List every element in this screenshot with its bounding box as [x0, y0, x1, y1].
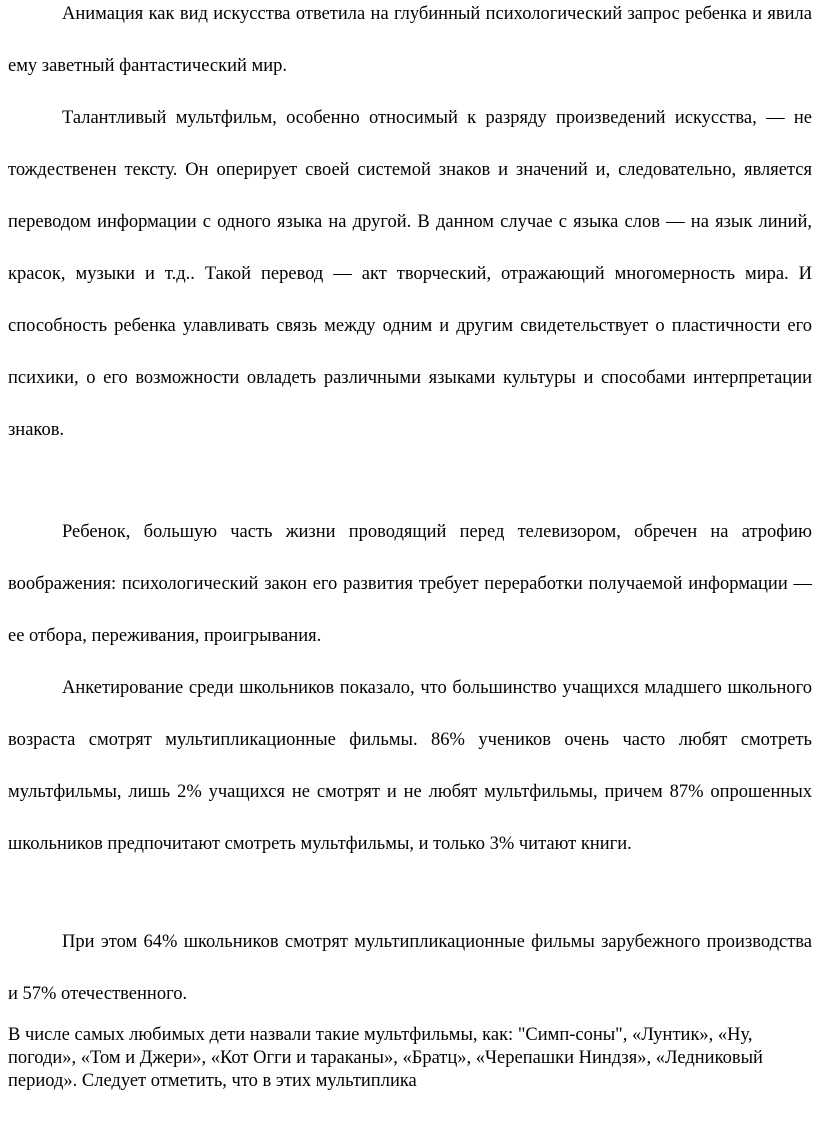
paragraph-foreign-films: При этом 64% школьников смотрят мультипликационные фильмы зарубежного производства и 57% отечественного.	[8, 932, 812, 1004]
paragraph-talented-cartoon: Талантливый мультфильм, особенно относимый к разряду произведений искусства, — не тождественен тексту. Он оперирует своей системой знаков и значений и, следовательно, является переводом информации с одного языка на другой. В данном случае с языка слов — на язык линий, красок, музыки и т.д.. Такой перевод — акт творческий, отражающий многомерность мира. И способность ребенка улавливать связь между одним и другим свидетельствует о пластичности его психики, о его возможности овладеть различными языками культуры и способами интерпретации знаков.	[8, 108, 812, 440]
paragraph-survey: Анкетирование среди школьников показало, что большинство учащихся младшего школьного возраста смотрят мультипликационные фильмы. 86% учеников очень часто любят смотреть мультфильмы, лишь 2% учащихся не смотрят и не любят мультфильмы, причем 87% опрошенных школьников предпочитают смотреть мультфильмы, и только 3% читают книги.	[8, 678, 812, 854]
paragraph-child-tv: Ребенок, большую часть жизни проводящий перед телевизором, обречен на атрофию воображения: психологический закон его развития требует переработки получаемой информации — ее отбора, переживания, проигрывания.	[8, 522, 812, 646]
paragraph-favorite-cartoons: В числе самых любимых дети назвали такие мультфильмы, как: "Симп-соны", «Лунтик», «Ну, погоди», «Том и Джери», «Кот Огги и тараканы», «Братц», «Черепашки Ниндзя», «Ледниковый период». Следует отметить, что в этих мультиплика	[8, 1025, 763, 1091]
paragraph-animation-art: Анимация как вид искусства ответила на глубинный психологический запрос ребенка и явила ему заветный фантастический мир.	[8, 4, 812, 76]
